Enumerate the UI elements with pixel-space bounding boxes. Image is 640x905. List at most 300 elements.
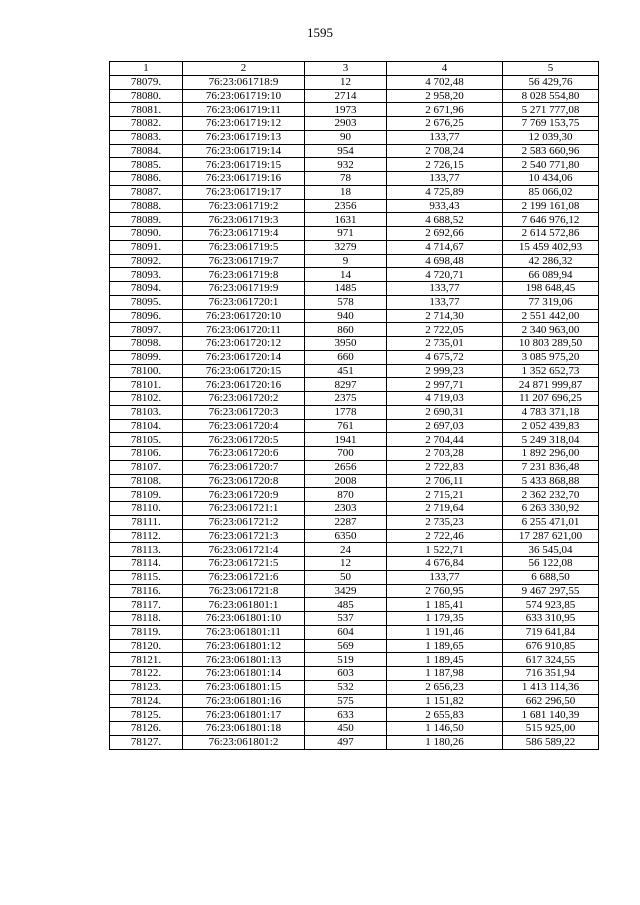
rate-cell: 2 958,20 [387,89,503,103]
row-number-cell: 78083. [110,130,183,144]
rate-cell: 1 187,98 [387,667,503,681]
rate-cell: 4 720,71 [387,268,503,282]
rate-cell: 2 722,05 [387,323,503,337]
cadastral-number-cell: 76:23:061719:2 [183,199,305,213]
value-cell: 6 688,50 [503,570,599,584]
cadastral-number-cell: 76:23:061720:6 [183,447,305,461]
area-cell: 24 [305,543,387,557]
rate-cell: 133,77 [387,130,503,144]
row-number-cell: 78084. [110,144,183,158]
cadastral-number-cell: 76:23:061719:5 [183,240,305,254]
table-row [110,474,599,488]
row-number-cell: 78099. [110,350,183,364]
rate-cell: 1 522,71 [387,543,503,557]
row-number-cell: 78094. [110,282,183,296]
value-cell: 36 545,04 [503,543,599,557]
row-number-cell: 78112. [110,529,183,543]
cadastral-number-cell: 76:23:061719:7 [183,254,305,268]
value-cell: 676 910,85 [503,639,599,653]
cadastral-number-cell: 76:23:061718:9 [183,75,305,89]
area-cell: 12 [305,557,387,571]
row-number-cell: 78125. [110,708,183,722]
value-cell: 15 459 402,93 [503,240,599,254]
rate-cell: 4 725,89 [387,185,503,199]
table-row [110,89,599,103]
cadastral-number-cell: 76:23:061719:4 [183,227,305,241]
value-cell: 85 066,02 [503,185,599,199]
row-number-cell: 78087. [110,185,183,199]
row-number-cell: 78107. [110,460,183,474]
area-cell: 50 [305,570,387,584]
row-number-cell: 78081. [110,103,183,117]
row-number-cell: 78096. [110,309,183,323]
cadastral-number-cell: 76:23:061719:8 [183,268,305,282]
rate-cell: 2 719,64 [387,502,503,516]
rate-cell: 1 151,82 [387,694,503,708]
row-number-cell: 78119. [110,625,183,639]
row-number-cell: 78090. [110,227,183,241]
table-row [110,364,599,378]
cadastral-number-cell: 76:23:061720:7 [183,460,305,474]
cadastral-number-cell: 76:23:061801:13 [183,653,305,667]
value-cell: 4 783 371,18 [503,405,599,419]
table-row [110,460,599,474]
area-cell: 1485 [305,282,387,296]
row-number-cell: 78121. [110,653,183,667]
row-number-cell: 78118. [110,612,183,626]
area-cell: 761 [305,419,387,433]
value-cell: 56 429,76 [503,75,599,89]
row-number-cell: 78124. [110,694,183,708]
rate-cell: 1 189,65 [387,639,503,653]
table-row [110,378,599,392]
value-cell: 5 249 318,04 [503,433,599,447]
table-row [110,419,599,433]
rate-cell: 4 714,67 [387,240,503,254]
table-row [110,502,599,516]
table-row [110,240,599,254]
value-cell: 198 648,45 [503,282,599,296]
area-cell: 450 [305,722,387,736]
table-row [110,529,599,543]
row-number-cell: 78089. [110,213,183,227]
rate-cell: 1 179,35 [387,612,503,626]
cadastral-number-cell: 76:23:061720:11 [183,323,305,337]
row-number-cell: 78100. [110,364,183,378]
row-number-cell: 78110. [110,502,183,516]
cadastral-number-cell: 76:23:061721:3 [183,529,305,543]
table-row [110,392,599,406]
cadastral-number-cell: 76:23:061719:15 [183,158,305,172]
table-row [110,130,599,144]
rate-cell: 2 655,83 [387,708,503,722]
value-cell: 56 122,08 [503,557,599,571]
table-row [110,268,599,282]
table-row [110,680,599,694]
rate-cell: 2 735,23 [387,515,503,529]
area-cell: 1973 [305,103,387,117]
row-number-cell: 78123. [110,680,183,694]
area-cell: 8297 [305,378,387,392]
table-header-row [110,62,599,76]
column-header: 5 [503,62,599,76]
area-cell: 451 [305,364,387,378]
cadastral-number-cell: 76:23:061801:2 [183,735,305,749]
value-cell: 2 199 161,08 [503,199,599,213]
value-cell: 8 028 554,80 [503,89,599,103]
cadastral-number-cell: 76:23:061720:8 [183,474,305,488]
area-cell: 519 [305,653,387,667]
row-number-cell: 78120. [110,639,183,653]
value-cell: 5 271 777,08 [503,103,599,117]
table-row [110,447,599,461]
row-number-cell: 78092. [110,254,183,268]
row-number-cell: 78086. [110,172,183,186]
value-cell: 1 352 652,73 [503,364,599,378]
area-cell: 6350 [305,529,387,543]
rate-cell: 133,77 [387,172,503,186]
area-cell: 603 [305,667,387,681]
rate-cell: 133,77 [387,570,503,584]
table-row [110,708,599,722]
area-cell: 12 [305,75,387,89]
value-cell: 12 039,30 [503,130,599,144]
row-number-cell: 78127. [110,735,183,749]
table-row [110,213,599,227]
data-table [109,61,599,750]
cadastral-number-cell: 76:23:061720:2 [183,392,305,406]
area-cell: 954 [305,144,387,158]
cadastral-number-cell: 76:23:061720:10 [183,309,305,323]
row-number-cell: 78079. [110,75,183,89]
table-row [110,667,599,681]
value-cell: 1 892 296,00 [503,447,599,461]
cadastral-number-cell: 76:23:061719:9 [183,282,305,296]
row-number-cell: 78105. [110,433,183,447]
rate-cell: 2 997,71 [387,378,503,392]
table-row [110,185,599,199]
area-cell: 860 [305,323,387,337]
table-row [110,199,599,213]
cadastral-number-cell: 76:23:061721:8 [183,584,305,598]
area-cell: 497 [305,735,387,749]
row-number-cell: 78103. [110,405,183,419]
value-cell: 1 413 114,36 [503,680,599,694]
rate-cell: 133,77 [387,282,503,296]
cadastral-number-cell: 76:23:061801:16 [183,694,305,708]
rate-cell: 4 702,48 [387,75,503,89]
row-number-cell: 78088. [110,199,183,213]
table-row [110,144,599,158]
row-number-cell: 78108. [110,474,183,488]
area-cell: 2008 [305,474,387,488]
rate-cell: 2 706,11 [387,474,503,488]
cadastral-number-cell: 76:23:061720:12 [183,337,305,351]
cadastral-number-cell: 76:23:061720:4 [183,419,305,433]
rate-cell: 4 675,72 [387,350,503,364]
table-row [110,722,599,736]
page-number: 1595 [307,25,333,40]
row-number-cell: 78095. [110,295,183,309]
value-cell: 515 925,00 [503,722,599,736]
area-cell: 78 [305,172,387,186]
table-row [110,625,599,639]
cadastral-number-cell: 76:23:061719:14 [183,144,305,158]
rate-cell: 1 180,26 [387,735,503,749]
rate-cell: 4 676,84 [387,557,503,571]
table-row [110,515,599,529]
value-cell: 7 231 836,48 [503,460,599,474]
area-cell: 537 [305,612,387,626]
area-cell: 971 [305,227,387,241]
rate-cell: 4 688,52 [387,213,503,227]
cadastral-number-cell: 76:23:061720:1 [183,295,305,309]
value-cell: 586 589,22 [503,735,599,749]
table-row [110,117,599,131]
cadastral-number-cell: 76:23:061801:15 [183,680,305,694]
rate-cell: 2 714,30 [387,309,503,323]
value-cell: 10 803 289,50 [503,337,599,351]
table-row [110,612,599,626]
value-cell: 1 681 140,39 [503,708,599,722]
table-row [110,488,599,502]
cadastral-number-cell: 76:23:061720:14 [183,350,305,364]
cadastral-number-cell: 76:23:061720:15 [183,364,305,378]
cadastral-number-cell: 76:23:061720:9 [183,488,305,502]
cadastral-number-cell: 76:23:061719:10 [183,89,305,103]
area-cell: 870 [305,488,387,502]
rate-cell: 2 708,24 [387,144,503,158]
table-row [110,598,599,612]
rate-cell: 2 703,28 [387,447,503,461]
table-row [110,295,599,309]
value-cell: 66 089,94 [503,268,599,282]
table-row [110,639,599,653]
table-row [110,570,599,584]
table-row [110,735,599,749]
value-cell: 77 319,06 [503,295,599,309]
rate-cell: 2 690,31 [387,405,503,419]
value-cell: 6 263 330,92 [503,502,599,516]
rate-cell: 4 719,03 [387,392,503,406]
table-row [110,323,599,337]
column-header: 3 [305,62,387,76]
cadastral-number-cell: 76:23:061719:16 [183,172,305,186]
cadastral-number-cell: 76:23:061721:4 [183,543,305,557]
value-cell: 3 085 975,20 [503,350,599,364]
area-cell: 932 [305,158,387,172]
row-number-cell: 78091. [110,240,183,254]
rate-cell: 2 692,66 [387,227,503,241]
rate-cell: 1 146,50 [387,722,503,736]
rate-cell: 2 722,46 [387,529,503,543]
area-cell: 14 [305,268,387,282]
area-cell: 569 [305,639,387,653]
row-number-cell: 78113. [110,543,183,557]
area-cell: 1941 [305,433,387,447]
rate-cell: 2 715,21 [387,488,503,502]
rate-cell: 2 676,25 [387,117,503,131]
area-cell: 700 [305,447,387,461]
row-number-cell: 78126. [110,722,183,736]
table-row [110,103,599,117]
area-cell: 1631 [305,213,387,227]
value-cell: 2 052 439,83 [503,419,599,433]
row-number-cell: 78115. [110,570,183,584]
value-cell: 716 351,94 [503,667,599,681]
value-cell: 17 287 621,00 [503,529,599,543]
table-row [110,254,599,268]
area-cell: 3429 [305,584,387,598]
area-cell: 2287 [305,515,387,529]
cadastral-number-cell: 76:23:061801:14 [183,667,305,681]
area-cell: 90 [305,130,387,144]
cadastral-number-cell: 76:23:061720:5 [183,433,305,447]
area-cell: 2903 [305,117,387,131]
area-cell: 940 [305,309,387,323]
cadastral-number-cell: 76:23:061719:17 [183,185,305,199]
row-number-cell: 78082. [110,117,183,131]
value-cell: 7 646 976,12 [503,213,599,227]
table-row [110,405,599,419]
row-number-cell: 78101. [110,378,183,392]
cadastral-number-cell: 76:23:061801:12 [183,639,305,653]
rate-cell: 2 697,03 [387,419,503,433]
row-number-cell: 78098. [110,337,183,351]
value-cell: 2 551 442,00 [503,309,599,323]
area-cell: 3950 [305,337,387,351]
value-cell: 633 310,95 [503,612,599,626]
row-number-cell: 78106. [110,447,183,461]
area-cell: 1778 [305,405,387,419]
area-cell: 575 [305,694,387,708]
row-number-cell: 78109. [110,488,183,502]
rate-cell: 2 999,23 [387,364,503,378]
value-cell: 42 286,32 [503,254,599,268]
cadastral-number-cell: 76:23:061801:18 [183,722,305,736]
table-row [110,694,599,708]
area-cell: 485 [305,598,387,612]
rate-cell: 2 671,96 [387,103,503,117]
cadastral-number-cell: 76:23:061720:3 [183,405,305,419]
table-row [110,350,599,364]
value-cell: 2 540 771,80 [503,158,599,172]
rate-cell: 2 656,23 [387,680,503,694]
cadastral-number-cell: 76:23:061721:1 [183,502,305,516]
row-number-cell: 78085. [110,158,183,172]
value-cell: 719 641,84 [503,625,599,639]
value-cell: 2 340 963,00 [503,323,599,337]
cadastral-number-cell: 76:23:061721:2 [183,515,305,529]
rate-cell: 1 191,46 [387,625,503,639]
row-number-cell: 78122. [110,667,183,681]
area-cell: 2303 [305,502,387,516]
area-cell: 578 [305,295,387,309]
value-cell: 7 769 153,75 [503,117,599,131]
rate-cell: 4 698,48 [387,254,503,268]
value-cell: 574 923,85 [503,598,599,612]
area-cell: 9 [305,254,387,268]
value-cell: 2 614 572,86 [503,227,599,241]
area-cell: 18 [305,185,387,199]
table-row [110,337,599,351]
area-cell: 532 [305,680,387,694]
cadastral-number-cell: 76:23:061721:6 [183,570,305,584]
row-number-cell: 78080. [110,89,183,103]
column-header: 2 [183,62,305,76]
cadastral-number-cell: 76:23:061720:16 [183,378,305,392]
rate-cell: 1 189,45 [387,653,503,667]
rate-cell: 2 760,95 [387,584,503,598]
table-row [110,433,599,447]
column-header: 1 [110,62,183,76]
row-number-cell: 78093. [110,268,183,282]
column-header: 4 [387,62,503,76]
value-cell: 2 362 232,70 [503,488,599,502]
cadastral-number-cell: 76:23:061719:12 [183,117,305,131]
area-cell: 660 [305,350,387,364]
cadastral-number-cell: 76:23:061719:11 [183,103,305,117]
area-cell: 633 [305,708,387,722]
value-cell: 6 255 471,01 [503,515,599,529]
cadastral-number-cell: 76:23:061801:10 [183,612,305,626]
cadastral-number-cell: 76:23:061719:13 [183,130,305,144]
value-cell: 2 583 660,96 [503,144,599,158]
row-number-cell: 78097. [110,323,183,337]
row-number-cell: 78117. [110,598,183,612]
rate-cell: 2 726,15 [387,158,503,172]
table-row [110,282,599,296]
table-row [110,557,599,571]
rate-cell: 2 722,83 [387,460,503,474]
row-number-cell: 78114. [110,557,183,571]
cadastral-number-cell: 76:23:061801:1 [183,598,305,612]
cadastral-number-cell: 76:23:061801:11 [183,625,305,639]
value-cell: 9 467 297,55 [503,584,599,598]
table-row [110,158,599,172]
value-cell: 11 207 696,25 [503,392,599,406]
rate-cell: 2 704,44 [387,433,503,447]
table-row [110,172,599,186]
row-number-cell: 78104. [110,419,183,433]
cadastral-number-cell: 76:23:061721:5 [183,557,305,571]
rate-cell: 1 185,41 [387,598,503,612]
area-cell: 2714 [305,89,387,103]
table-row [110,309,599,323]
cadastral-number-cell: 76:23:061719:3 [183,213,305,227]
area-cell: 3279 [305,240,387,254]
row-number-cell: 78116. [110,584,183,598]
table-row [110,75,599,89]
area-cell: 2375 [305,392,387,406]
cadastral-number-cell: 76:23:061801:17 [183,708,305,722]
value-cell: 24 871 999,87 [503,378,599,392]
table-row [110,584,599,598]
rate-cell: 933,43 [387,199,503,213]
rate-cell: 133,77 [387,295,503,309]
table-row [110,653,599,667]
value-cell: 662 296,50 [503,694,599,708]
area-cell: 2356 [305,199,387,213]
value-cell: 10 434,06 [503,172,599,186]
table-row [110,543,599,557]
row-number-cell: 78102. [110,392,183,406]
rate-cell: 2 735,01 [387,337,503,351]
row-number-cell: 78111. [110,515,183,529]
table-row [110,227,599,241]
value-cell: 5 433 868,88 [503,474,599,488]
area-cell: 604 [305,625,387,639]
